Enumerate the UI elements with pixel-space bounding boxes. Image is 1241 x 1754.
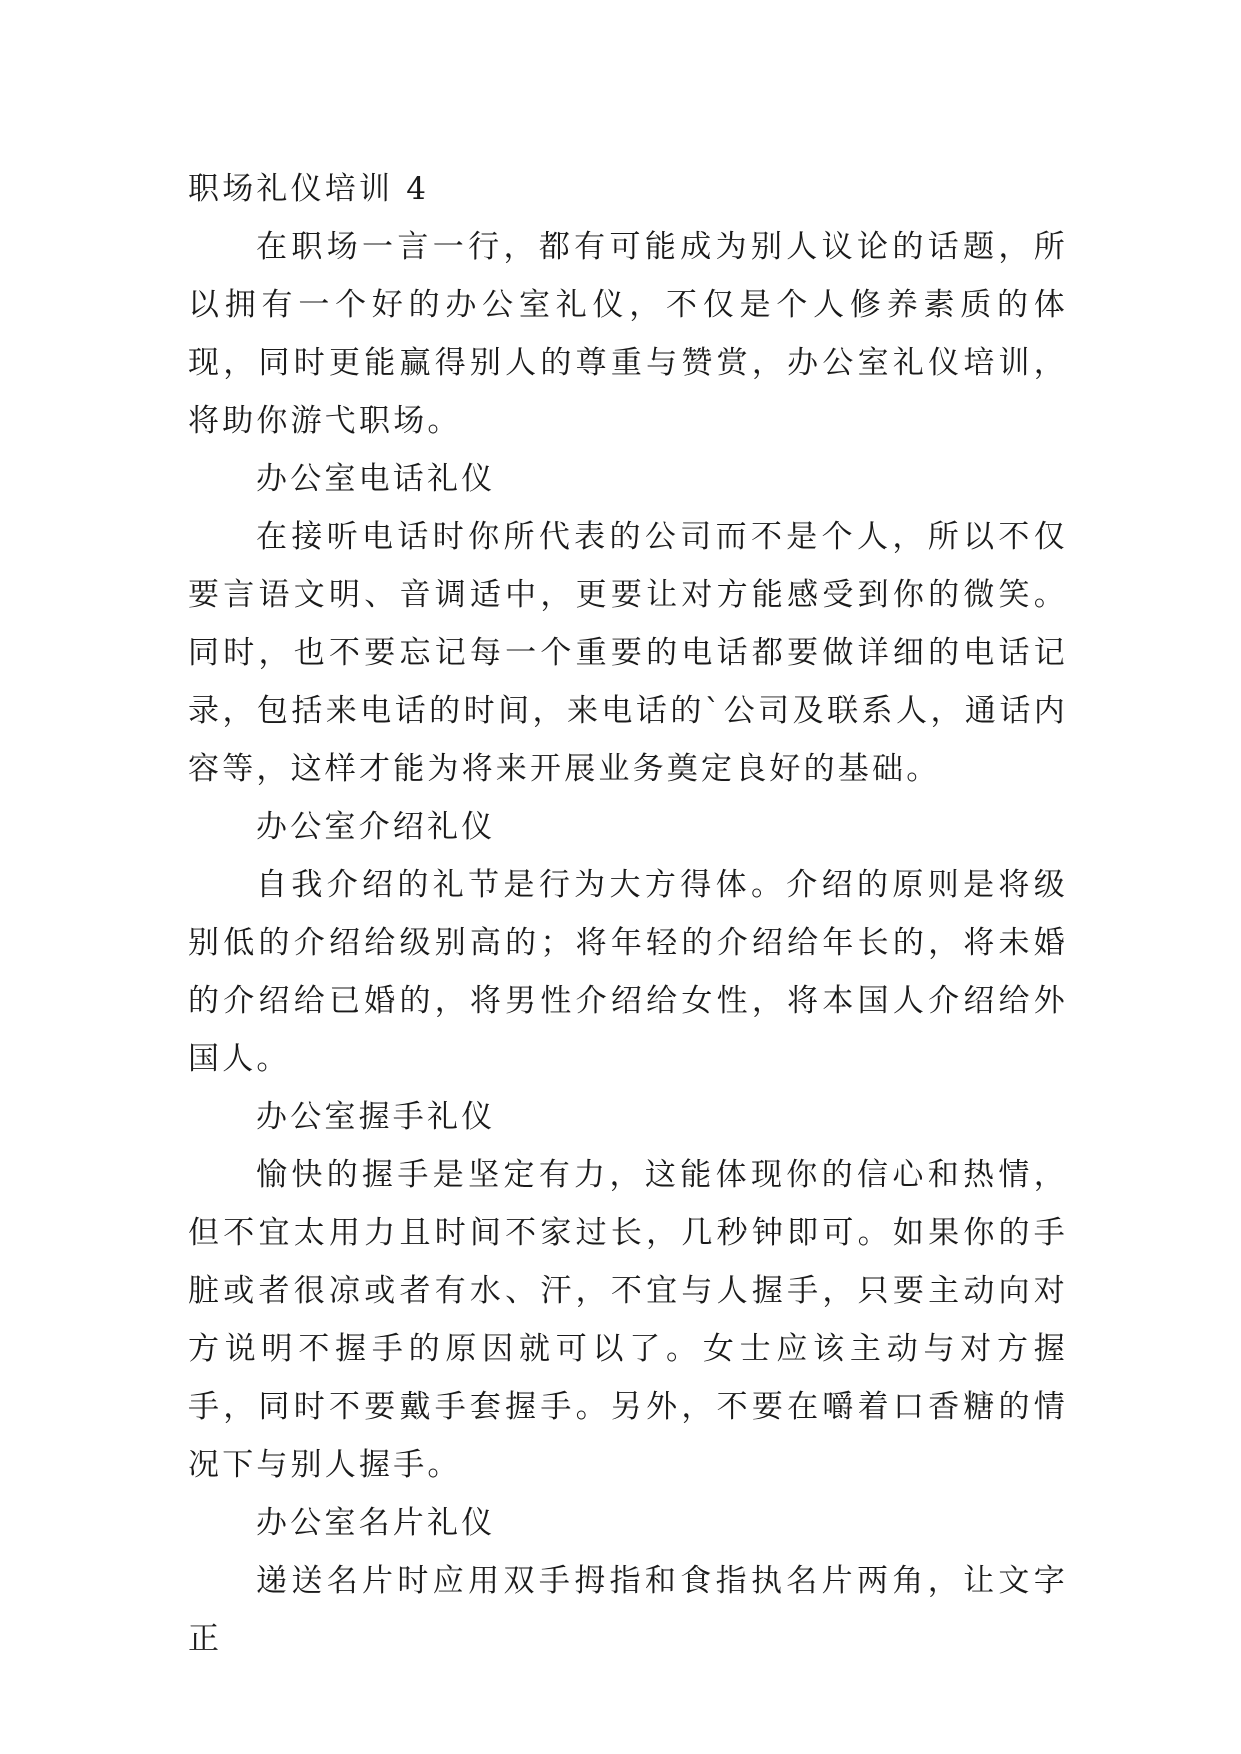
phone-etiquette-paragraph: 在接听电话时你所代表的公司而不是个人，所以不仅要言语文明、音调适中，更要让对方能感受到你的微笑。同时，也不要忘记每一个重要的电话都要做详细的电话记录，包括来电话的时间，来电话的`公司及联系人，通话内容等，这样才能为将来开展业务奠定良好的基础。: [188, 519, 1068, 787]
section-heading-handshake: 办公室握手礼仪: [256, 1099, 496, 1135]
intro-paragraph: 在职场一言一行，都有可能成为别人议论的话题，所以拥有一个好的办公室礼仪，不仅是个人修养素质的体现，同时更能赢得别人的尊重与赞赏，办公室礼仪培训，将助你游弋职场。: [188, 229, 1068, 439]
business-card-etiquette-paragraph: 递送名片时应用双手拇指和食指执名片两角，让文字正: [188, 1563, 1068, 1657]
section-heading-business-card: 办公室名片礼仪: [256, 1505, 496, 1541]
handshake-etiquette-paragraph: 愉快的握手是坚定有力，这能体现你的信心和热情，但不宜太用力且时间不家过长，几秒钟即可。如果你的手脏或者很凉或者有水、汗，不宜与人握手，只要主动向对方说明不握手的原因就可以了。女士应该主动与对方握手，同时不要戴手套握手。另外，不要在嚼着口香糖的情况下与别人握手。: [188, 1157, 1068, 1483]
document-body: [188, 160, 1068, 1668]
introduction-etiquette-paragraph: 自我介绍的礼节是行为大方得体。介绍的原则是将级别低的介绍给级别高的；将年轻的介绍给年长的，将未婚的介绍给已婚的，将男性介绍给女性，将本国人介绍给外国人。: [188, 867, 1068, 1077]
section-heading-introduction: 办公室介绍礼仪: [256, 809, 496, 845]
document-title: 职场礼仪培训 4: [188, 171, 430, 207]
section-heading-phone: 办公室电话礼仪: [256, 461, 496, 497]
